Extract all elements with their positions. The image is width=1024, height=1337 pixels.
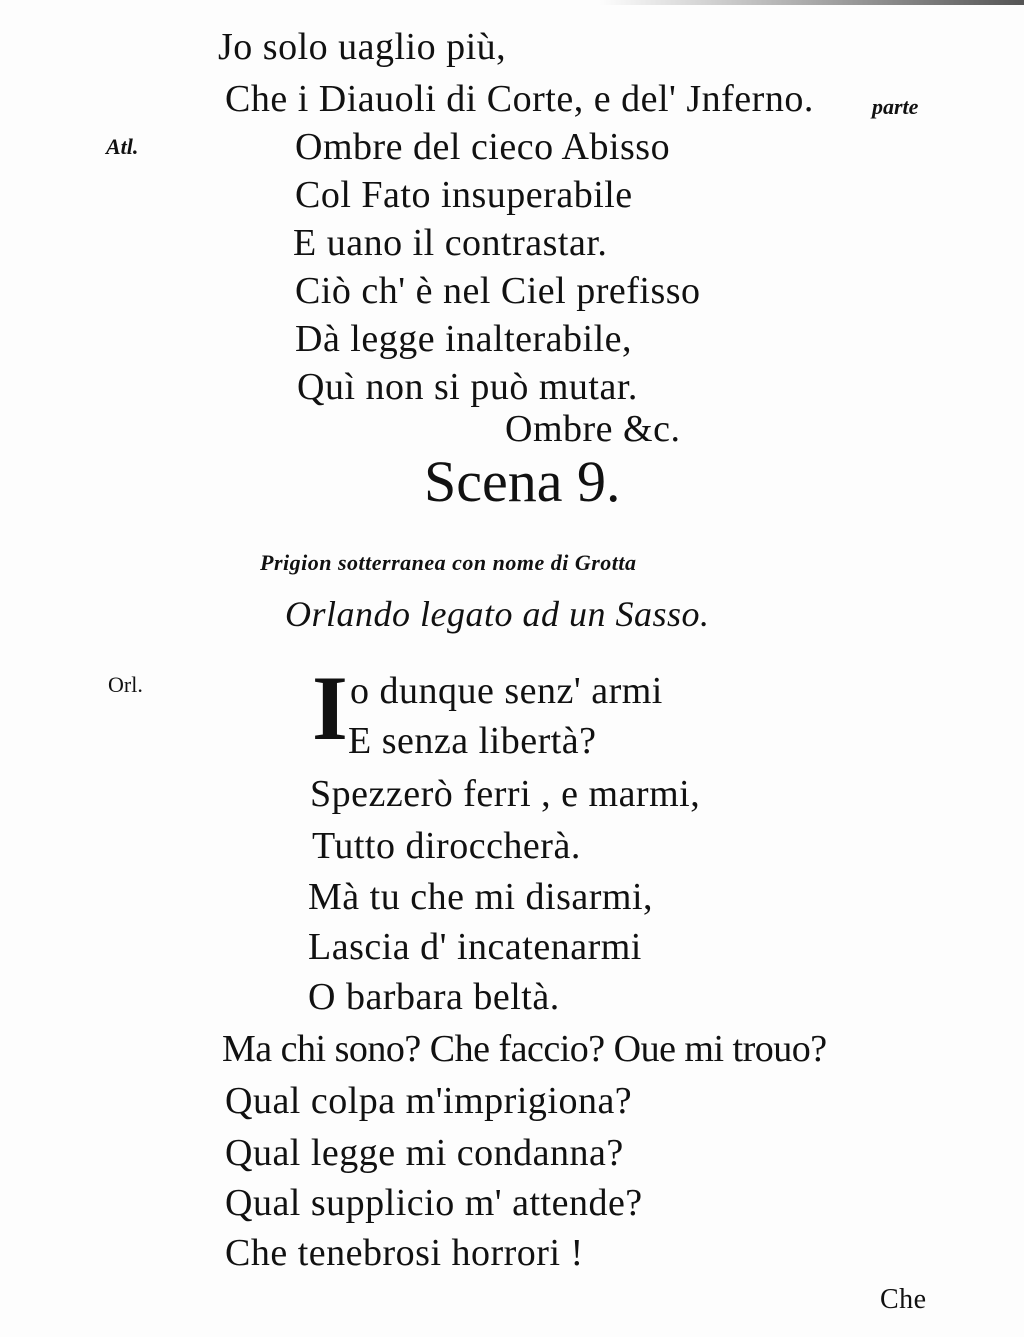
verse-line: Tutto diroccherà. — [312, 825, 581, 867]
verse-line: o dunque senz' armi — [350, 670, 663, 712]
verse-line: Spezzerò ferri , e marmi, — [310, 773, 701, 815]
refrain: Ombre &c. — [505, 408, 681, 450]
catchword: Che — [880, 1284, 927, 1315]
margin-note: parte — [872, 94, 919, 119]
scene-setting: Prigion sotterranea con nome di Grotta — [260, 550, 637, 575]
verse-line: Jo solo uaglio più, — [218, 26, 507, 68]
scene-title: Scena 9. — [424, 449, 621, 514]
speaker-label: Atl. — [106, 134, 139, 159]
verse-line: Mà tu che mi disarmi, — [308, 876, 654, 918]
verse-line: E senza libertà? — [348, 720, 597, 762]
verse-line: Ombre del cieco Abisso — [295, 126, 671, 168]
verse-line: Quì non si può mutar. — [297, 366, 638, 408]
verse-line: Qual supplicio m' attende? — [225, 1182, 643, 1224]
drop-cap: I — [312, 657, 348, 759]
verse-line: E uano il contrastar. — [293, 222, 608, 264]
verse-line: Ma chi sono? Che faccio? Oue mi trouo? — [222, 1028, 827, 1070]
verse-line: Dà legge inalterabile, — [295, 318, 633, 360]
verse-line: Qual legge mi condanna? — [225, 1132, 624, 1174]
verse-line: Che i Diauoli di Corte, e del' Jnferno. — [225, 78, 814, 120]
verse-line: Col Fato insuperabile — [295, 174, 633, 216]
scene-character: Orlando legato ad un Sasso. — [285, 594, 710, 634]
verse-line: O barbara beltà. — [308, 976, 560, 1018]
verse-line: Ciò ch' è nel Ciel prefisso — [295, 270, 701, 312]
page-edge — [600, 0, 1024, 5]
verse-line: Qual colpa m'imprigiona? — [225, 1080, 633, 1122]
verse-line: Che tenebrosi horrori ! — [225, 1232, 584, 1274]
speaker-label: Orl. — [108, 672, 143, 697]
verse-line: Lascia d' incatenarmi — [308, 926, 642, 968]
